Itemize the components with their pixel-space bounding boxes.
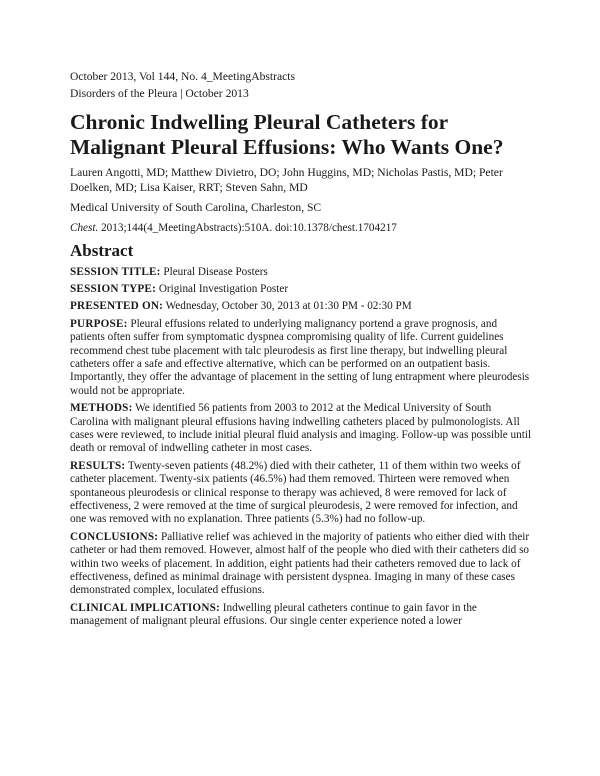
presented-on-field	[70, 300, 532, 313]
issue-line: October 2013, Vol 144, No. 4_MeetingAbstracts	[70, 70, 295, 83]
conclusions-label: CONCLUSIONS:	[70, 530, 159, 543]
presented-on-label: PRESENTED ON:	[70, 300, 164, 313]
article-content	[70, 68, 532, 629]
citation-journal: Chest.	[70, 221, 99, 234]
presented-on-value: Wednesday, October 30, 2013 at 01:30 PM - 02:30 PM	[163, 300, 412, 313]
section-line: Disorders of the Pleura | October 2013	[70, 87, 249, 100]
session-type-label: SESSION TYPE:	[70, 282, 157, 295]
results-text: Twenty-seven patients (48.2%) died with their catheter, 11 of them within two weeks of catheter placement. Twenty-six patients (46.5%) had them removed. Thirteen were removed when spontaneous pleurodesis or clinical response to therapy was achieved, 8 were removed for lack of effectiveness, 2 were removed at the time of surgical pleurodesis, 2 were removed for infection, and one was removed with no explanation. Three patients (5.3%) had no follow-up.	[70, 459, 521, 526]
purpose-text: Pleural effusions related to underlying malignancy portend a grave prognosis, and patients often suffer from symptomatic dyspnea compromising quality of life. Current guidelines recommend chest tube placement with talc pleurodesis as first line therapy, but indwelling pleural catheters offer a safe and effective alternative, which can be performed on an outpatient basis. Importantly, they offer the advantage of placement in the setting of lung entrapment where pleurodesis would not be appropriate.	[70, 317, 530, 397]
results-paragraph	[70, 460, 532, 527]
conclusions-text: Palliative relief was achieved in the majority of patients who either died with their catheter or had them removed. However, almost half of the people who died with their catheters did so within two weeks of placement. In addition, eight patients had their catheters removed due to lack of effectiveness, defined as minimal drainage with persistent dyspnea. Imaging in many of these cases demonstrated complex, loculated effusions.	[70, 530, 530, 597]
conclusions-paragraph	[70, 531, 532, 598]
results-label: RESULTS:	[70, 459, 126, 472]
article-title: Chronic Indwelling Pleural Catheters for Malignant Pleural Effusions: Who Wants One?	[70, 110, 504, 159]
purpose-label: PURPOSE:	[70, 317, 128, 330]
citation	[70, 221, 532, 235]
clinical-implications-label: CLINICAL IMPLICATIONS:	[70, 601, 220, 614]
methods-paragraph	[70, 402, 532, 456]
clinical-implications-text: Indwelling pleural catheters continue to gain favor in the management of malignant pleural effusions. Our single center experience noted a lower	[70, 601, 477, 628]
session-type-value: Original Investigation Poster	[156, 282, 289, 295]
session-title-value: Pleural Disease Posters	[160, 265, 268, 278]
author-list: Lauren Angotti, MD; Matthew Divietro, DO; John Huggins, MD; Nicholas Pastis, MD; Peter Doelken, MD; Lisa Kaiser, RRT; Steven Sahn, MD	[70, 166, 503, 194]
clinical-implications-paragraph	[70, 602, 532, 629]
session-type-field	[70, 283, 532, 296]
session-title-label: SESSION TITLE:	[70, 265, 161, 278]
purpose-paragraph	[70, 318, 532, 398]
abstract-heading: Abstract	[70, 240, 134, 260]
methods-label: METHODS:	[70, 402, 133, 415]
session-title-field	[70, 266, 532, 279]
methods-text: We identified 56 patients from 2003 to 2012 at the Medical University of South Carolina with malignant pleural effusions having indwelling catheters placed by pulmonologists. All cases were reviewed, to include initial pleural fluid analysis and imaging. Follow-up was possible until death or removal of indwelling catheter in most cases.	[70, 402, 532, 455]
affiliation: Medical University of South Carolina, Charleston, SC	[70, 201, 322, 214]
citation-details: 2013;144(4_MeetingAbstracts):510A. doi:10.1378/chest.1704217	[98, 221, 397, 234]
